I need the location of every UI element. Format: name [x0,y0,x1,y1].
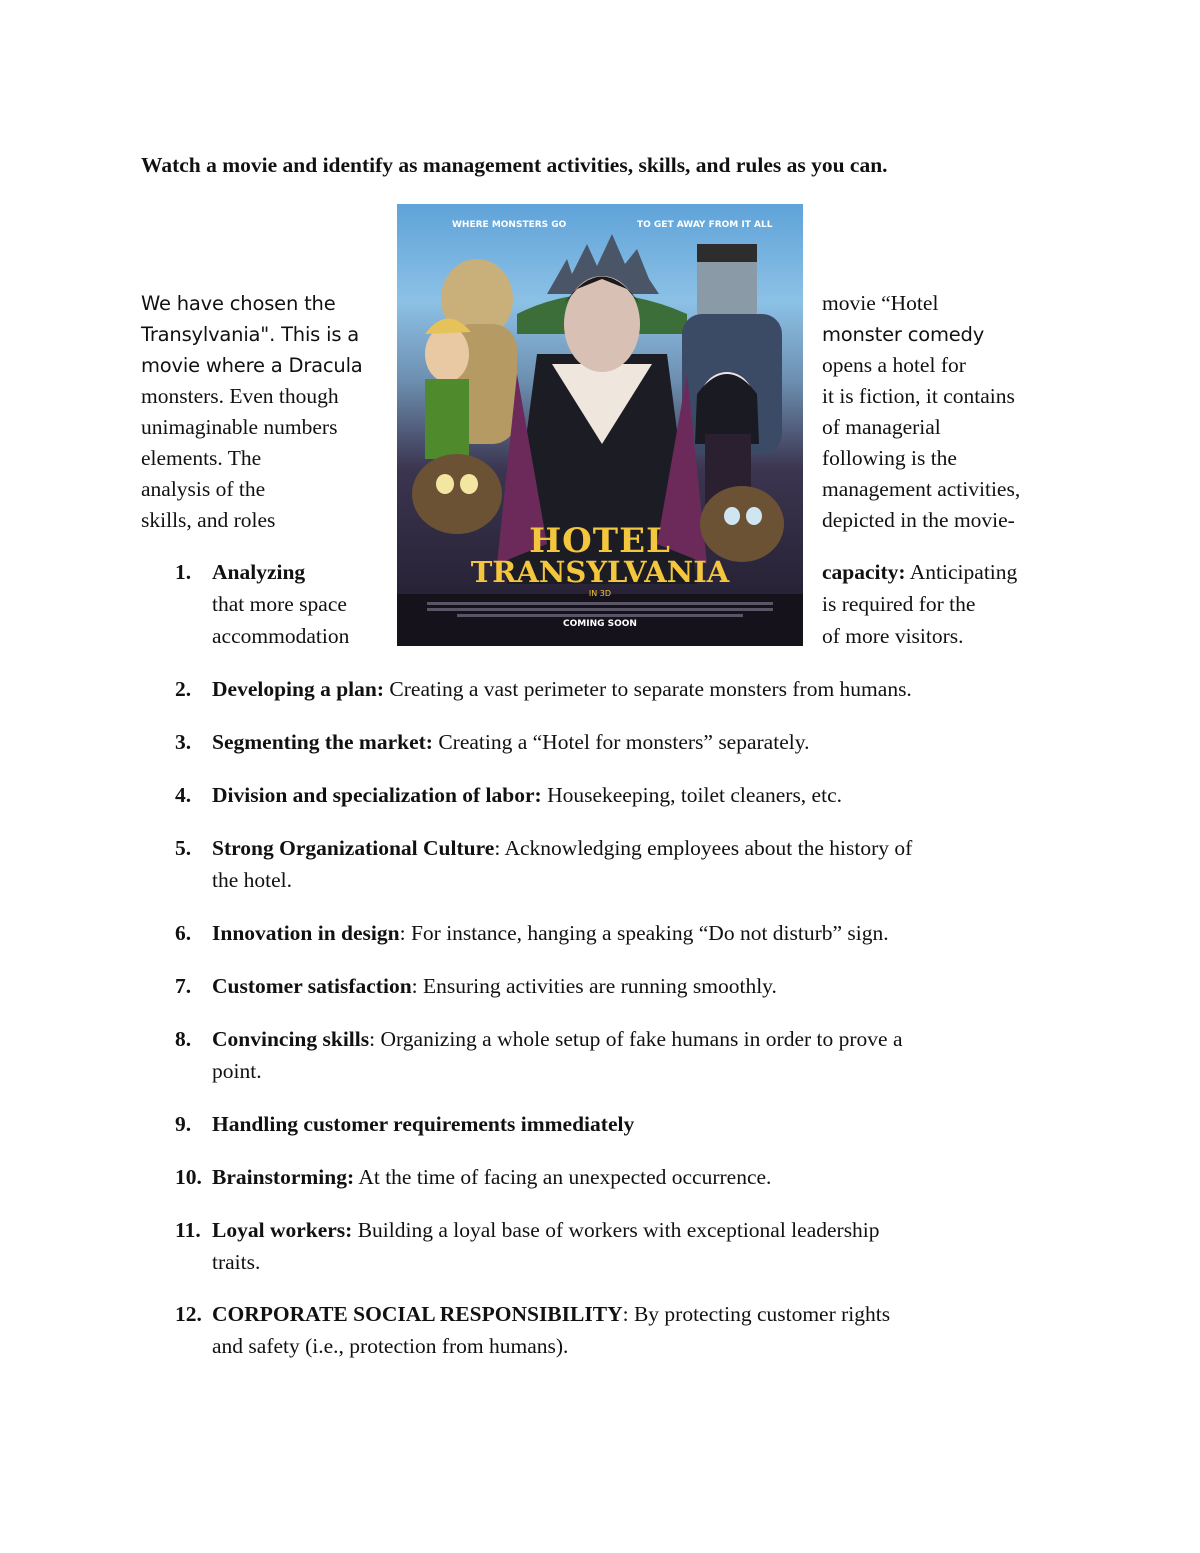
list-number: 1. [175,560,192,584]
intro-left-line: elements. The [141,446,262,470]
list-number [175,970,191,1002]
list-text: of more visitors. [822,624,964,648]
list-number [175,726,191,758]
page-title: Watch a movie and identify as management activities, skills, and rules as you can. [141,153,888,177]
intro-right-line: opens a hotel for [822,353,966,377]
list-label: Developing a plan: [212,677,385,701]
list-text: : Organizing a whole setup of fake humans in order to prove a [369,1027,903,1051]
intro-right-line: management activities, [822,477,1021,501]
list-item [175,556,191,588]
list-text-continued: the hotel. [212,868,293,892]
poster-title-line1: HOTEL [529,521,671,561]
list-label: Customer satisfaction [212,974,412,998]
list-item [212,832,912,896]
list-number [175,917,191,949]
list-text: Building a loyal base of workers with exceptional leadership [352,1218,880,1242]
list-label: Loyal workers: [212,1218,353,1242]
list-number [175,1108,191,1140]
list-label: Handling customer requirements immediately [212,1112,635,1136]
list-item [212,1214,880,1278]
intro-right-line: of managerial [822,415,941,439]
list-number-text: 6. [175,921,192,945]
list-number-text: 9. [175,1112,192,1136]
list-number-text: 11. [175,1218,201,1242]
list-item [212,779,842,811]
list-label: capacity: [822,560,906,584]
list-text-continued: traits. [212,1250,261,1274]
intro-right-line: depicted in the movie- [822,508,1015,532]
list-text: accommodation [212,624,350,648]
list-item [212,726,809,758]
list-label: Analyzing [212,560,306,584]
list-label: Strong Organizational Culture [212,836,495,860]
list-number-text: 7. [175,974,192,998]
poster-release: COMING SOON [563,619,637,629]
list-label: Division and specialization of labor: [212,783,542,807]
intro-left-line: Transylvania". This is a [141,323,360,346]
list-label: Convincing skills [212,1027,370,1051]
list-item [212,1108,634,1140]
list-text: Creating a “Hotel for monsters” separately. [432,730,810,754]
list-item-1-left [212,556,349,652]
intro-right-line: monster comedy [822,323,985,346]
list-label: Segmenting the market: [212,730,433,754]
list-item [212,1161,771,1193]
list-item [212,1298,890,1362]
list-text: Creating a vast perimeter to separate monsters from humans. [384,677,912,701]
intro-left-line: analysis of the [141,477,266,501]
list-number [175,1298,202,1330]
poster-tagline-left: WHERE MONSTERS GO [452,220,567,230]
intro-right-line: following is the [822,446,957,470]
list-item [212,917,889,949]
list-text: Housekeeping, toilet cleaners, etc. [541,783,842,807]
intro-right-line: it is fiction, it contains [822,384,1015,408]
list-number [175,673,191,705]
list-number [175,1023,191,1055]
list-text: : Ensuring activities are running smoothly. [411,974,777,998]
intro-left-line: We have chosen the [141,292,336,315]
list-item-1-right [822,556,1017,652]
list-number-text: 10. [175,1165,202,1189]
list-number-text: 2. [175,677,192,701]
list-number-text: 4. [175,783,192,807]
list-number [175,832,191,864]
poster-title-line2: TRANSYLVANIA [470,555,730,589]
poster-tagline-right: TO GET AWAY FROM IT ALL [637,220,773,230]
list-text-continued: and safety (i.e., protection from humans). [212,1334,569,1358]
movie-poster [397,204,803,646]
intro-left-line: movie where a Dracula [141,354,363,377]
list-text: : For instance, hanging a speaking “Do not disturb” sign. [399,921,889,945]
list-number [175,1161,202,1193]
intro-right-line: movie “Hotel [822,291,939,315]
list-number-text: 8. [175,1027,192,1051]
list-text: : By protecting customer rights [622,1302,891,1326]
intro-left-line: monsters. Even though [141,384,339,408]
list-number [175,779,191,811]
list-item [212,1023,903,1087]
list-number [175,1214,201,1246]
list-text: Anticipating [905,560,1018,584]
poster-format: IN 3D [588,589,612,598]
intro-right-column [822,288,1020,536]
list-text: that more space [212,592,347,616]
list-item [212,673,912,705]
list-text-continued: point. [212,1059,262,1083]
list-label: CORPORATE SOCIAL RESPONSIBILITY [212,1302,623,1326]
intro-left-line: skills, and roles [141,508,276,532]
list-text: At the time of facing an unexpected occurrence. [354,1165,772,1189]
list-item [212,970,777,1002]
list-number-text: 3. [175,730,192,754]
intro-left-column [141,288,363,536]
list-text: is required for the [822,592,976,616]
list-number-text: 5. [175,836,192,860]
intro-left-line: unimaginable numbers [141,415,338,439]
list-label: Innovation in design [212,921,400,945]
list-label: Brainstorming: [212,1165,355,1189]
list-number-text: 12. [175,1302,202,1326]
list-text: : Acknowledging employees about the history of [494,836,913,860]
